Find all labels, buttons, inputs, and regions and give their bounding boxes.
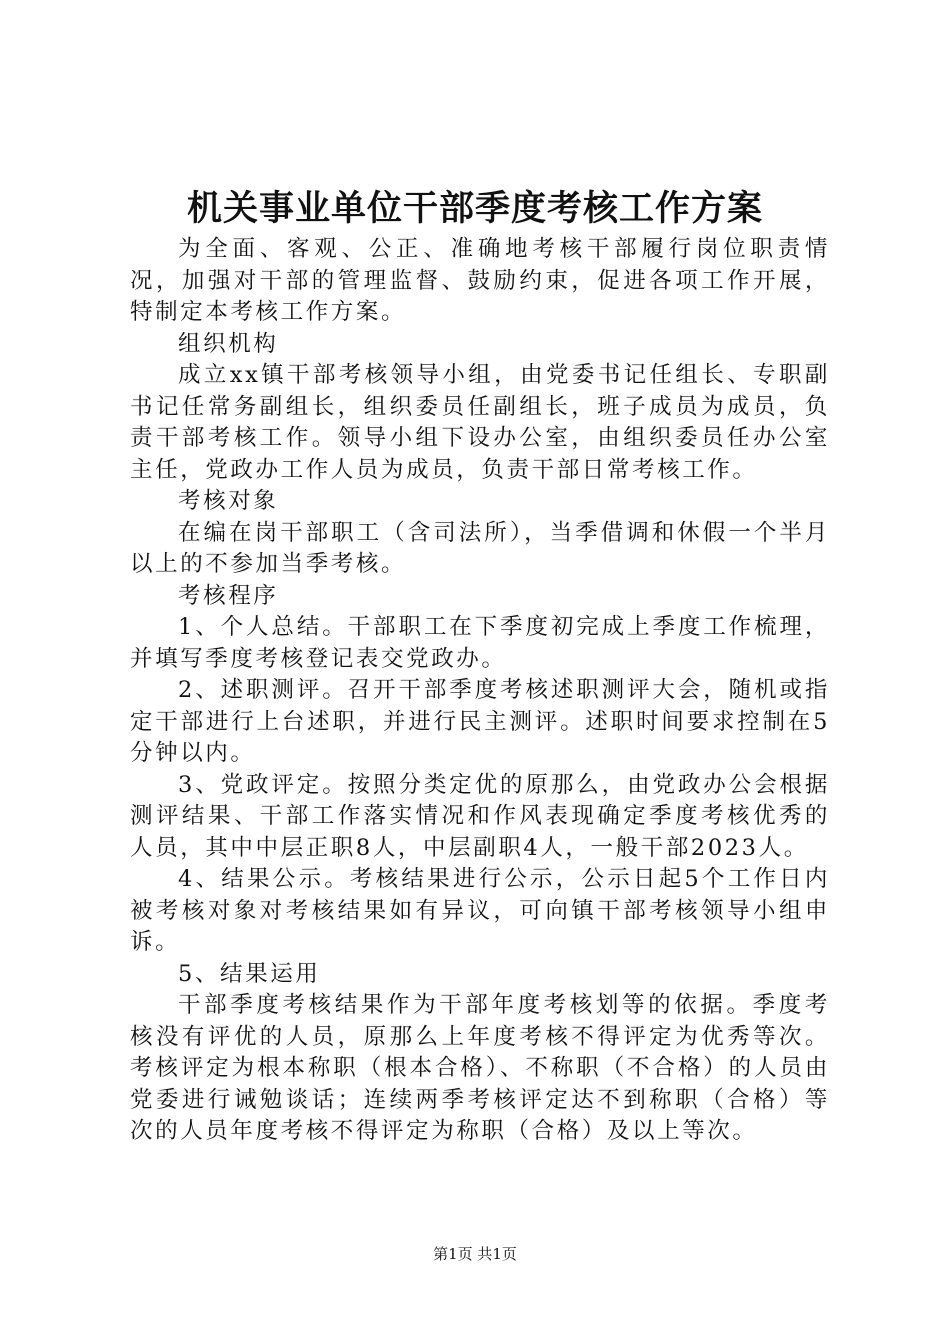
- paragraph-step-3: 3、党政评定。按照分类定优的原那么，由党政办公会根据测评结果、干部工作落实情况和作风表现确定季度考核优秀的人员，其中中层正职8人，中层副职4人，一般干部2023人。: [130, 771, 830, 861]
- document-title: 机关事业单位干部季度考核工作方案: [186, 188, 763, 229]
- paragraph-step-2: 2、述职测评。召开干部季度考核述职测评大会，随机或指定干部进行上台述职，并进行民主测评。述职时间要求控制在5分钟以内。: [130, 677, 830, 766]
- paragraph-targets: 在编在岗干部职工（含司法所），当季借调和休假一个半月以上的不参加当季考核。: [130, 519, 830, 577]
- document-body: [130, 234, 830, 1148]
- paragraph-step-1: 1、个人总结。干部职工在下季度初完成上季度工作梳理，并填写季度考核登记表交党政办。: [130, 614, 830, 672]
- section-heading-organization: 组织机构: [178, 330, 279, 357]
- paragraph-step-4: 4、结果公示。考核结果进行公示，公示日起5个工作日内被考核对象对考核结果如有异议，可向镇干部考核领导小组申诉。: [130, 866, 830, 955]
- paragraph-result-usage: 干部季度考核结果作为干部年度考核划等的依据。季度考核没有评优的人员，原那么上年度考核不得评定为优秀等次。考核评定为根本称职（根本合格）、不称职（不合格）的人员由党委进行诫勉谈话；连续两季考核评定达不到称职（合格）等次的人员年度考核不得评定为称职（合格）及以上等次。: [130, 992, 830, 1144]
- paragraph-step-5: 5、结果运用: [178, 960, 321, 987]
- page-number-footer: 第1页 共1页: [433, 1245, 517, 1263]
- section-heading-targets: 考核对象: [178, 488, 279, 514]
- paragraph-organization: 成立xx镇干部考核领导小组，由党委书记任组长、专职副书记任常务副组长，组织委员任副组长，班子成员为成员，负责干部考核工作。领导小组下设办公室，由组织委员任办公室主任，党政办工作人员为成员，负责干部日常考核工作。: [130, 362, 830, 483]
- paragraph-intro: 为全面、客观、公正、准确地考核干部履行岗位职责情况，加强对干部的管理监督、鼓励约束，促进各项工作开展，特制定本考核工作方案。: [130, 236, 830, 325]
- section-heading-procedure: 考核程序: [178, 582, 279, 609]
